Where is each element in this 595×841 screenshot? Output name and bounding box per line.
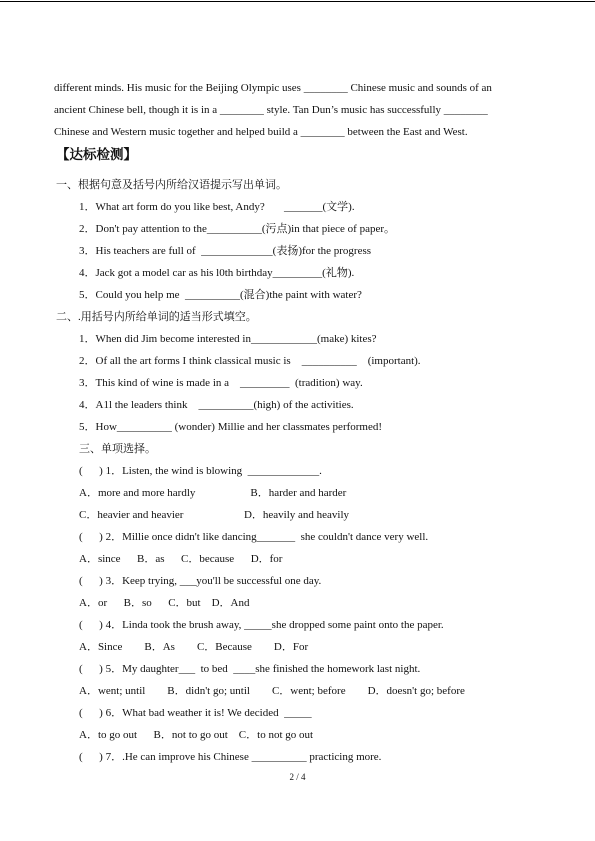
part2-heading: 二、.用括号内所给单词的适当形式填空。 bbox=[56, 311, 257, 323]
mc-options: C．heavier and heavier D．heavily and heavily bbox=[79, 509, 350, 521]
mc-question: ( ) 1．Listen, the wind is blowing _____________. bbox=[79, 465, 322, 477]
part1-item: 3．His teachers are full of _____________(表扬)for the progress bbox=[79, 245, 372, 257]
mc-options: A．more and more hardly B．harder and harder bbox=[79, 487, 347, 499]
page-number: 2 / 4 bbox=[289, 772, 306, 782]
part1-item: 2．Don't pay attention to the__________(污点)in that piece of paper。 bbox=[79, 223, 396, 235]
intro-line: different minds. His music for the Beijing Olympic uses ________ Chinese music and sounds of an bbox=[54, 82, 492, 94]
header-rule bbox=[0, 1, 595, 2]
mc-options: A．went; until B．didn't go; until C．went; before D．doesn't go; before bbox=[79, 685, 465, 697]
mc-options: A．or B．so C．but D．And bbox=[79, 597, 250, 609]
part3-heading: 三、单项选择。 bbox=[79, 443, 156, 455]
mc-question: ( ) 5．My daughter___ to bed ____she finished the homework last night. bbox=[79, 663, 421, 675]
part2-item: 2．Of all the art forms I think classical music is __________ (important). bbox=[79, 355, 421, 367]
part1-item: 5．Could you help me __________(混合)the paint with water? bbox=[79, 289, 362, 301]
mc-options: A．Since B．As C．Because D．For bbox=[79, 641, 309, 653]
intro-line: Chinese and Western music together and helped build a ________ between the East and West. bbox=[54, 126, 468, 138]
part1-item: 1．What art form do you like best, Andy? _______(文学). bbox=[79, 201, 355, 213]
mc-question: ( ) 3．Keep trying, ___you'll be successful one day. bbox=[79, 575, 322, 587]
part2-item: 4．A1l the leaders think __________(high) of the activities. bbox=[79, 399, 354, 411]
part1-item: 4．Jack got a model car as his l0th birthday_________(礼物). bbox=[79, 267, 355, 279]
intro-line: ancient Chinese bell, though it is in a ________ style. Tan Dun’s music has successfully ________ bbox=[54, 104, 488, 116]
part2-item: 5．How__________ (wonder) Millie and her classmates performed! bbox=[79, 421, 383, 433]
mc-question: ( ) 2．Millie once didn't like dancing_______ she couldn't dance very well. bbox=[79, 531, 429, 543]
mc-options: A．to go out B．not to go out C．to not go out bbox=[79, 729, 314, 741]
section-title: 【达标检测】 bbox=[56, 147, 137, 163]
part2-item: 1．When did Jim become interested in____________(make) kites? bbox=[79, 333, 377, 345]
mc-question: ( ) 4．Linda took the brush away, _____she dropped some paint onto the paper. bbox=[79, 619, 444, 631]
mc-question: ( ) 6．What bad weather it is! We decided _____ bbox=[79, 707, 312, 719]
mc-options: A．since B．as C．because D．for bbox=[79, 553, 283, 565]
part1-heading: 一、根据句意及括号内所给汉语提示写出单词。 bbox=[56, 179, 287, 191]
mc-question: ( ) 7．.He can improve his Chinese __________ practicing more. bbox=[79, 751, 382, 763]
part2-item: 3．This kind of wine is made in a _________ (tradition) way. bbox=[79, 377, 363, 389]
